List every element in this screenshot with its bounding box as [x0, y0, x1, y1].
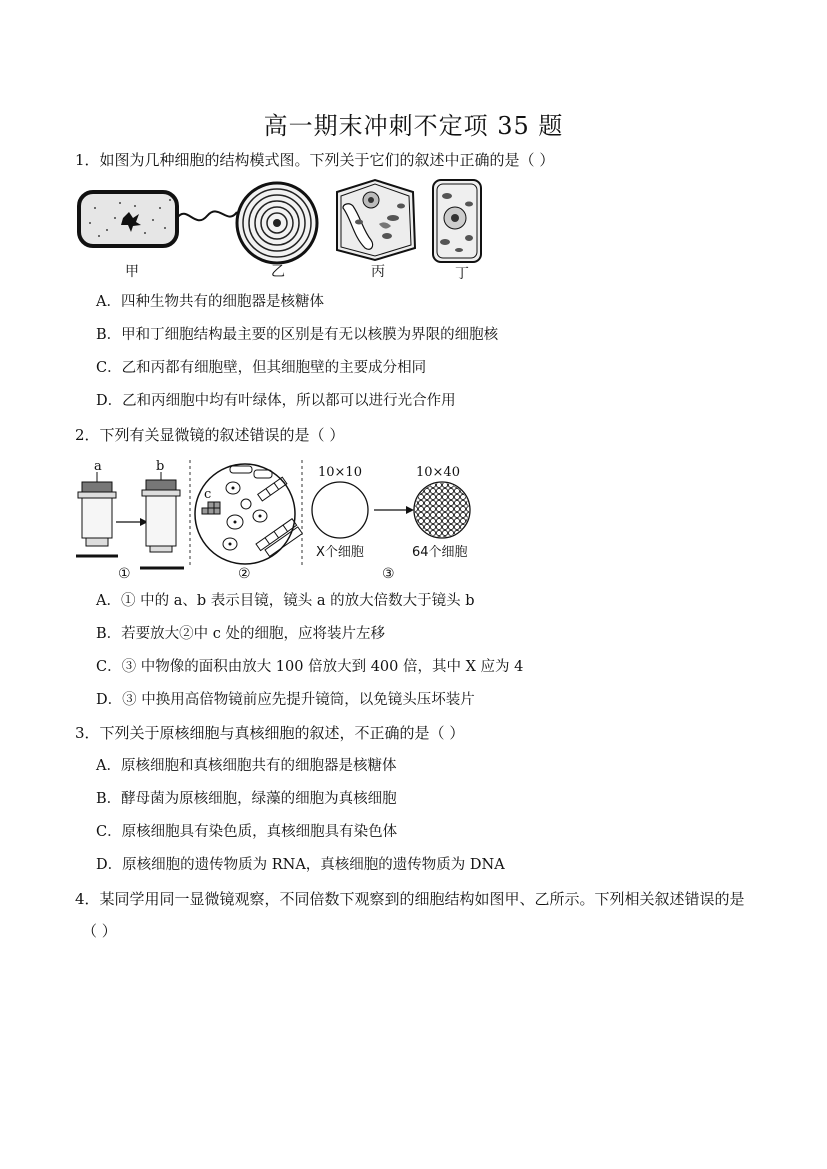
microscope-field-view	[195, 464, 302, 564]
figure-label-ding: 丁	[455, 266, 469, 282]
question-2-stem: 2．下列有关显微镜的叙述错误的是（ ）	[75, 426, 345, 444]
svg-text:a: a	[94, 459, 102, 474]
question-2-option-d: D．③ 中换用高倍物镜前应先提升镜筒，以免镜头压坏装片	[96, 692, 475, 708]
page-title: 高一期末冲刺不定项 35 题	[263, 112, 564, 140]
svg-text:c: c	[204, 487, 212, 502]
figure-label-jia: 甲	[125, 264, 139, 280]
question-1-figure	[75, 178, 485, 288]
figure-number-2: ②	[238, 566, 251, 582]
cells-count-high: 64个细胞	[412, 545, 468, 560]
question-2-option-b: B．若要放大②中 c 处的细胞，应将装片左移	[96, 626, 385, 642]
question-3-option-a: A．原核细胞和真核细胞共有的细胞器是核糖体	[96, 758, 397, 774]
concentric-cell-illustration	[237, 183, 317, 280]
question-2-option-c: C．③ 中物像的面积由放大 100 倍放大到 400 倍，其中 X 应为 4	[96, 659, 524, 675]
question-1-stem: 1．如图为几种细胞的结构模式图。下列关于它们的叙述中正确的是（ ）	[75, 151, 555, 169]
figure-label-yi: 乙	[271, 264, 285, 280]
question-4-stem-continued: （ ）	[82, 922, 117, 940]
bacterium-illustration	[79, 192, 237, 280]
animal-cell-illustration	[433, 180, 481, 282]
svg-text:b: b	[156, 459, 165, 474]
question-1-option-c: C．乙和丙都有细胞壁，但其细胞壁的主要成分相同	[96, 360, 427, 376]
question-2-figure	[70, 458, 480, 583]
figure-label-bing: 丙	[371, 264, 385, 280]
magnification-high: 10×40	[416, 465, 460, 480]
figure-number-3: ③	[382, 566, 395, 582]
cells-count-low: X个细胞	[316, 545, 364, 560]
question-1-option-b: B．甲和丁细胞结构最主要的区别是有无以核膜为界限的细胞核	[96, 327, 499, 343]
objective-lens-a	[76, 459, 118, 556]
figure-number-1: ①	[118, 566, 131, 582]
question-1-option-d: D．乙和丙细胞中均有叶绿体，所以都可以进行光合作用	[96, 393, 456, 409]
magnification-low: 10×10	[318, 465, 362, 480]
plant-cell-illustration	[337, 180, 415, 280]
high-mag-view	[414, 482, 470, 538]
arrow-a-to-b	[116, 518, 148, 526]
question-4-stem: 4．某同学用同一显微镜观察，不同倍数下观察到的细胞结构如图甲、乙所示。下列相关叙述错误的是	[75, 890, 745, 908]
question-3-option-c: C．原核细胞具有染色质，真核细胞具有染色体	[96, 824, 398, 840]
question-3-option-b: B．酵母菌为原核细胞，绿藻的细胞为真核细胞	[96, 791, 397, 807]
objective-lens-b	[140, 459, 184, 568]
question-2-option-a: A．① 中的 a、b 表示目镜，镜头 a 的放大倍数大于镜头 b	[96, 593, 475, 609]
question-3-option-d: D．原核细胞的遗传物质为 RNA，真核细胞的遗传物质为 DNA	[96, 857, 505, 873]
question-3-stem: 3．下列关于原核细胞与真核细胞的叙述，不正确的是（ ）	[75, 724, 465, 742]
low-mag-view	[312, 482, 368, 538]
question-1-option-a: A．四种生物共有的细胞器是核糖体	[96, 294, 324, 310]
